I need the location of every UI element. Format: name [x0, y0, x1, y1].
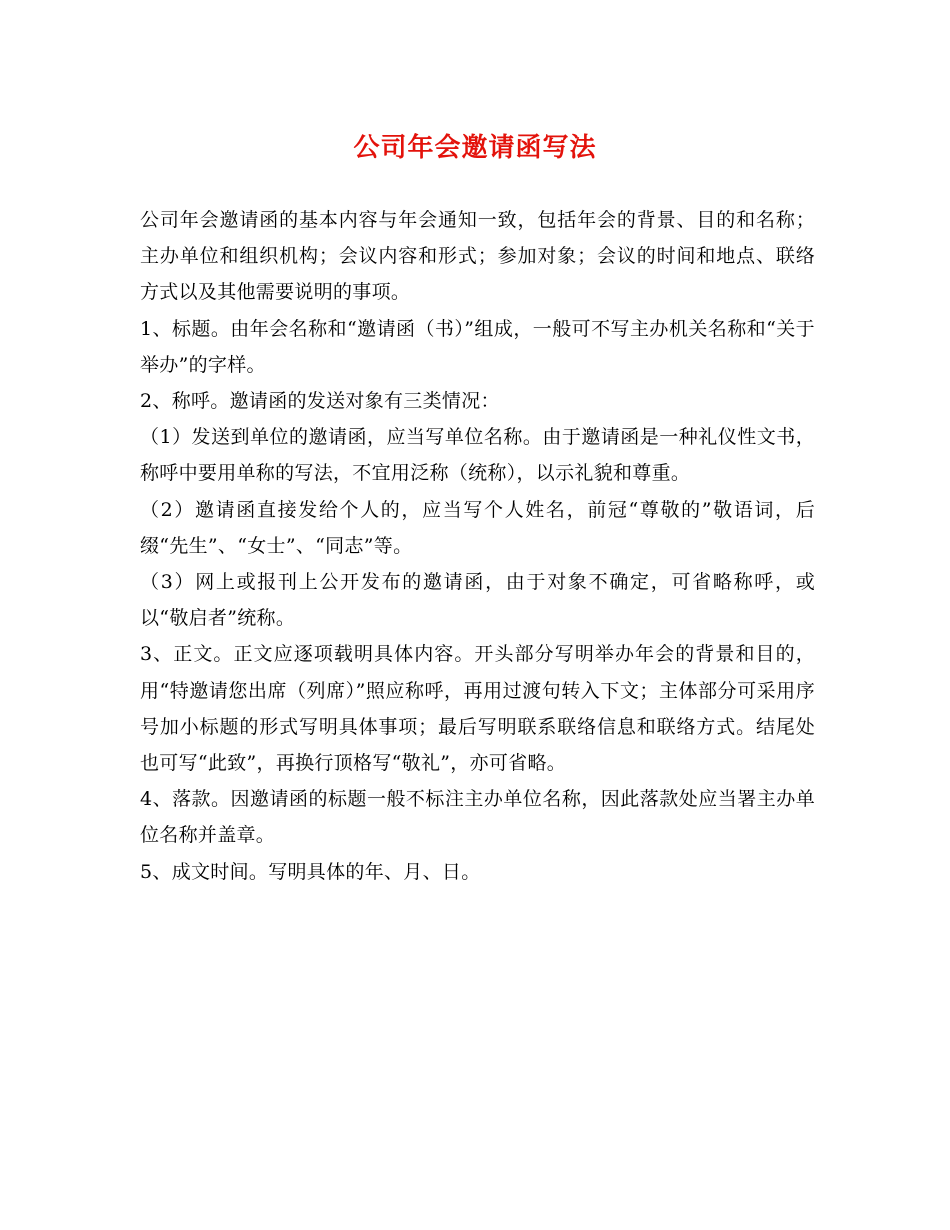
section-body-text: 3、正文。正文应逐项载明具体内容。开头部分写明举办年会的背景和目的，用“特邀请您出席（列席）”照应称呼，再用过渡句转入下文；主体部分可采用序号加小标题的形式写明具体事项；最后写明联系联络信息和联络方式。结尾处也可写“此致”，再换行顶格写“敬礼”，亦可省略。	[140, 643, 815, 775]
section-title-heading: 1、标题。由年会名称和“邀请函（书）”组成，一般可不写主办机关名称和“关于举办”的字样。	[140, 317, 815, 376]
section-salutation: 2、称呼。邀请函的发送对象有三类情况：	[140, 390, 500, 413]
section-date: 5、成文时间。写明具体的年、月、日。	[140, 860, 481, 883]
document-title: 公司年会邀请函写法	[353, 133, 597, 163]
salutation-case-1: （1）发送到单位的邀请函，应当写单位名称。由于邀请函是一种礼仪性文书，称呼中要用单称的写法，不宜用泛称（统称），以示礼貌和尊重。	[140, 426, 815, 485]
salutation-case-2: （2）邀请函直接发给个人的，应当写个人姓名，前冠“尊敬的”敬语词，后缀“先生”、“女士”、“同志”等。	[140, 498, 815, 557]
salutation-case-3: （3）网上或报刊上公开发布的邀请函，由于对象不确定，可省略称呼，或以“敬启者”统称。	[140, 571, 815, 630]
intro-paragraph: 公司年会邀请函的基本内容与年会通知一致，包括年会的背景、目的和名称；主办单位和组织机构；会议内容和形式；参加对象；会议的时间和地点、联络方式以及其他需要说明的事项。	[140, 209, 815, 304]
section-signature: 4、落款。因邀请函的标题一般不标注主办单位名称，因此落款处应当署主办单位名称并盖章。	[140, 788, 815, 847]
document-body	[140, 202, 815, 890]
